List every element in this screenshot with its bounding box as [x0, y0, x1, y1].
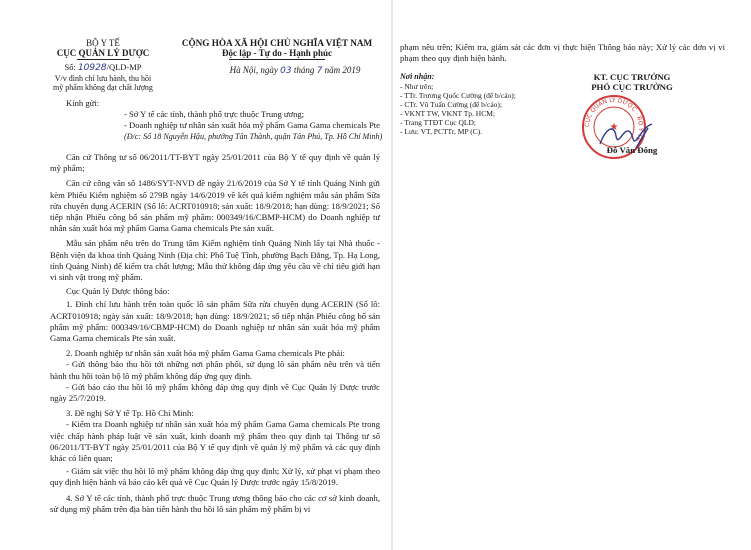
agency-name: CỤC QUẢN LÝ DƯỢC — [56, 48, 150, 58]
ministry-name: BỘ Y TẾ — [86, 38, 120, 48]
recipients-label: Nơi nhận: — [400, 72, 435, 81]
addressee-block — [124, 109, 386, 143]
paragraph-item-3a: - Kiểm tra Doanh nghiệp tư nhân sản xuất hóa mỹ phẩm Gama Gama chemicals Pte trong việc chấp hành pháp luật về sản xuất, kinh doanh mỹ phẩm theo quy định tại Thông tư số 06/2011/TT-BYT ngày 25/01/2011 của Bộ Y tế quy định về quản lý mỹ phẩm và các quy định khác có liên quan; — [50, 419, 380, 464]
signature-titles — [572, 72, 692, 92]
issue-date: Hà Nội, ngày 03 tháng 7 năm 2019 — [229, 65, 361, 76]
signer-title-1: KT. CỤC TRƯỞNG — [593, 72, 671, 82]
paragraph-item-2a: - Gửi thông báo thu hồi tới những nơi phân phối, sử dụng lô sản phẩm nêu trên và tiến hành thu hồi toàn bộ lô mỹ phẩm không đáp ứng quy định. — [50, 359, 380, 381]
recipient-item: - Trang TTĐT Cục QLD; — [400, 118, 476, 127]
recipient-item: - Lưu: VT, PCTTr, MP (C). — [400, 127, 483, 136]
paragraph-item-3: 3. Đề nghị Sở Y tế Tp. Hồ Chí Minh: — [66, 408, 194, 419]
recipient-item: - TTr. Trương Quốc Cường (để b/cáo); — [400, 91, 516, 100]
page-divider — [391, 0, 393, 550]
addressee-line-2: - Doanh nghiệp tư nhân sản xuất hóa mỹ phẩm Gama Gama chemicals Pte — [124, 120, 380, 131]
national-motto: Độc lập - Tự do - Hạnh phúc — [221, 48, 332, 58]
paragraph-item-1: 1. Đình chỉ lưu hành trên toàn quốc lô sản phẩm Sữa rửa chuyên dụng ACERIN (Số lô: ACRT010918; ngày sản xuất: 18/9/2018; hạn dùng: 18/9/2021; số tiếp nhận Phiếu công bố sản phẩm mỹ phẩm: 000349/16/CBMP-HCM) do Doanh nghiệp tư nhân sản xuất hóa mỹ phẩm Gama Gama chemicals Pte sản xuất. — [50, 299, 380, 344]
paragraph-item-2: 2. Doanh nghiệp tư nhân sản xuất hóa mỹ phẩm Gama Gama chemicals Pte phải: — [66, 348, 345, 359]
subject-line-1: V/v đình chỉ lưu hành, thu hồi — [54, 74, 152, 83]
svg-text:★: ★ — [609, 122, 619, 133]
addressee-label: Kính gửi: — [66, 98, 100, 108]
paragraph-sample: Mẫu sản phẩm nêu trên do Trung tâm Kiểm nghiệm tỉnh Quảng Ninh lấy tại Nhà thuốc - Bệnh viện đa khoa tỉnh Quảng Ninh (Địa chỉ: Phố Tuệ Tĩnh, phường Bạch Đằng, Tp. Hạ Long, tỉnh Quảng Ninh) để kiểm tra chất lượng; Mẫu thử không đáp ứng yêu cầu về chỉ tiêu giới hạn vi sinh vật trong mỹ phẩm. — [50, 238, 380, 283]
recipient-item: - CTr. Vũ Tuấn Cường (để b/cáo); — [400, 100, 503, 109]
handwritten-number: 10928 — [77, 63, 107, 73]
recipient-item: - VKNT TW, VKNT Tp. HCM; — [400, 109, 495, 118]
addressee-line-3: (Đ/c: Số 18 Nguyễn Hậu, phường Tân Thành, quận Tân Phú, Tp. Hồ Chí Minh) — [124, 132, 383, 142]
addressee-line-1: - Sở Y tế các tỉnh, thành phố trực thuộc Trung ương; — [124, 109, 305, 119]
national-heading — [172, 38, 382, 77]
agency-underline — [77, 59, 129, 60]
national-title: CỘNG HÒA XÃ HỘI CHỦ NGHĨA VIỆT NAM — [181, 38, 373, 48]
document-number: Số: 10928/QLD-MP — [64, 62, 142, 73]
paragraph-item-4: 4. Sở Y tế các tỉnh, thành phố trực thuộc Trung ương thông báo cho các cơ sở kinh doanh, sử dụng mỹ phẩm trên địa bàn tiến hành thu hồi lô sản phẩm mỹ phẩm bị vi — [50, 492, 380, 514]
paragraph-reference: Căn cứ công văn số 1486/SYT-NVD đề ngày 21/6/2019 của Sở Y tế tỉnh Quảng Ninh gửi kèm Phiếu Kiểm nghiệm số 279B ngày 14/6/2019 về kết quả kiểm nghiệm mẫu sản phẩm Sữa rửa chuyên dụng ACERIN (Số lô: ACRT010918; sản xuất: 18/9/2018; hạn dùng: 18/9/2021; Số tiếp nhận Phiếu công bố sản phẩm mỹ phẩm: 000349/16/CBMP-HCM) do Doanh nghiệp tư nhân sản xuất hóa mỹ phẩm Gama Gama chemicals Pte sản xuất. — [50, 178, 380, 234]
signer-name: Đỗ Văn Đông — [606, 145, 658, 155]
signer-title-2: PHÓ CỤC TRƯỞNG — [591, 82, 673, 92]
motto-underline — [229, 59, 325, 60]
paragraph-item-2b: - Gửi báo cáo thu hồi lô mỹ phẩm không đáp ứng quy định về Cục Quản lý Dược trước ngày 25/7/2019. — [50, 381, 380, 404]
continuation-text: phạm nêu trên; Kiểm tra, giám sát các đơn vị thực hiện Thông báo này; Xử lý các đơn vị vi phạm theo quy định hiện hành. — [400, 42, 725, 64]
paragraph-legal-basis: Căn cứ Thông tư số 06/2011/TT-BYT ngày 25/01/2011 của Bộ Y tế quy định về quản lý mỹ phẩm; — [50, 152, 380, 174]
paragraph-announcement: Cục Quản lý Dược thông báo: — [66, 286, 170, 297]
paragraph-item-3b: - Giám sát việc thu hồi lô mỹ phẩm không đáp ứng quy định; Xử lý, xử phạt vi phạm theo quy định hiện hành và báo cáo kết quả về Cục Quản lý Dược trước ngày 15/8/2019. — [50, 466, 380, 488]
subject-line-2: mỹ phẩm không đạt chất lượng — [53, 83, 153, 92]
recipient-item: - Như trên; — [400, 82, 434, 91]
issuer-block — [38, 38, 168, 92]
recipients-block — [400, 72, 570, 136]
svg-text:CỤC QUẢN LÝ DƯỢC · BỘ Y TẾ: CỤC QUẢN LÝ DƯỢC · BỘ Y TẾ — [583, 96, 645, 143]
document-body — [50, 152, 380, 515]
